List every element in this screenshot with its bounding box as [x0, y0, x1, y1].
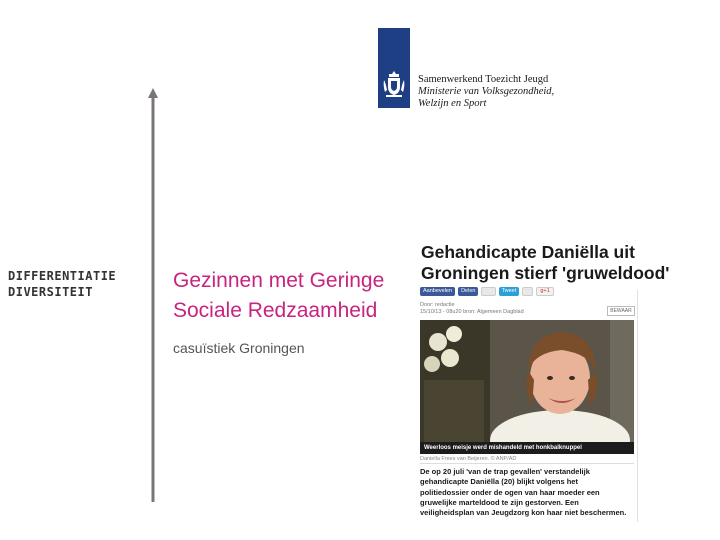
slide-title-line-1: Gezinnen met Geringe	[173, 269, 385, 292]
facebook-recommend-button[interactable]: Aanbevelen	[420, 287, 455, 296]
slide-title-line-2: Sociale Redzaamheid	[173, 299, 378, 322]
label-diversiteit: DIVERSITEIT	[8, 285, 93, 299]
google-plus-button[interactable]: g+1	[536, 287, 553, 296]
coat-of-arms-icon	[382, 70, 406, 98]
side-labels	[8, 268, 116, 300]
share-button[interactable]: Delen	[458, 287, 478, 296]
body-line-5: veiligheidsplan van Jeugdzorg kon haar niet beschermen.	[420, 508, 627, 518]
meta-date: 15/10/13 - 08u20 bron: Algemeen Dagblad	[420, 309, 524, 315]
article-photo	[420, 320, 634, 442]
divider	[420, 463, 634, 464]
up-arrow-icon	[140, 84, 170, 504]
headline-line-2: Groningen stierf 'gruweldood'	[421, 263, 670, 283]
logo-line-3: Welzijn en Sport	[418, 98, 487, 109]
article-body	[420, 467, 635, 518]
meta-author: Door: redactie	[420, 302, 455, 308]
share-count	[481, 287, 495, 296]
photo-caption: Weerloos meisje werd mishandeld met honkbalknuppel	[420, 442, 634, 454]
body-line-4: gruwelijke marteldood te zijn gestorven. Een	[420, 497, 579, 507]
body-line-1: De op 20 juli 'van de trap gevallen' verstandelijk	[420, 467, 590, 476]
body-line-2: gehandicapte Daniëlla (20) blijkt volgens het	[420, 477, 578, 487]
bewaar-button[interactable]: BEWAAR	[607, 306, 635, 316]
tweet-button[interactable]: Tweet	[499, 287, 520, 296]
label-differentiatie: DIFFERENTIATIE	[8, 269, 117, 283]
slide-subtitle: casuïstiek Groningen	[173, 340, 305, 356]
share-row	[420, 286, 554, 297]
body-line-3: politiedossier onder de ogen van haar moeder een	[420, 487, 600, 497]
logo-text	[418, 74, 554, 110]
article-border	[637, 290, 638, 522]
logo-line-2: Ministerie van Volksgezondheid,	[418, 86, 555, 97]
headline-line-1: Gehandicapte Daniëlla uit	[421, 242, 635, 262]
tweet-count	[522, 287, 533, 296]
article-headline	[421, 242, 717, 284]
article-meta	[420, 302, 524, 316]
slide-title	[173, 266, 413, 326]
photo-credit: Daniella Frees van Beijeren. © ANP/AD	[420, 456, 517, 462]
logo-line-1: Samenwerkend Toezicht Jeugd	[418, 74, 549, 85]
